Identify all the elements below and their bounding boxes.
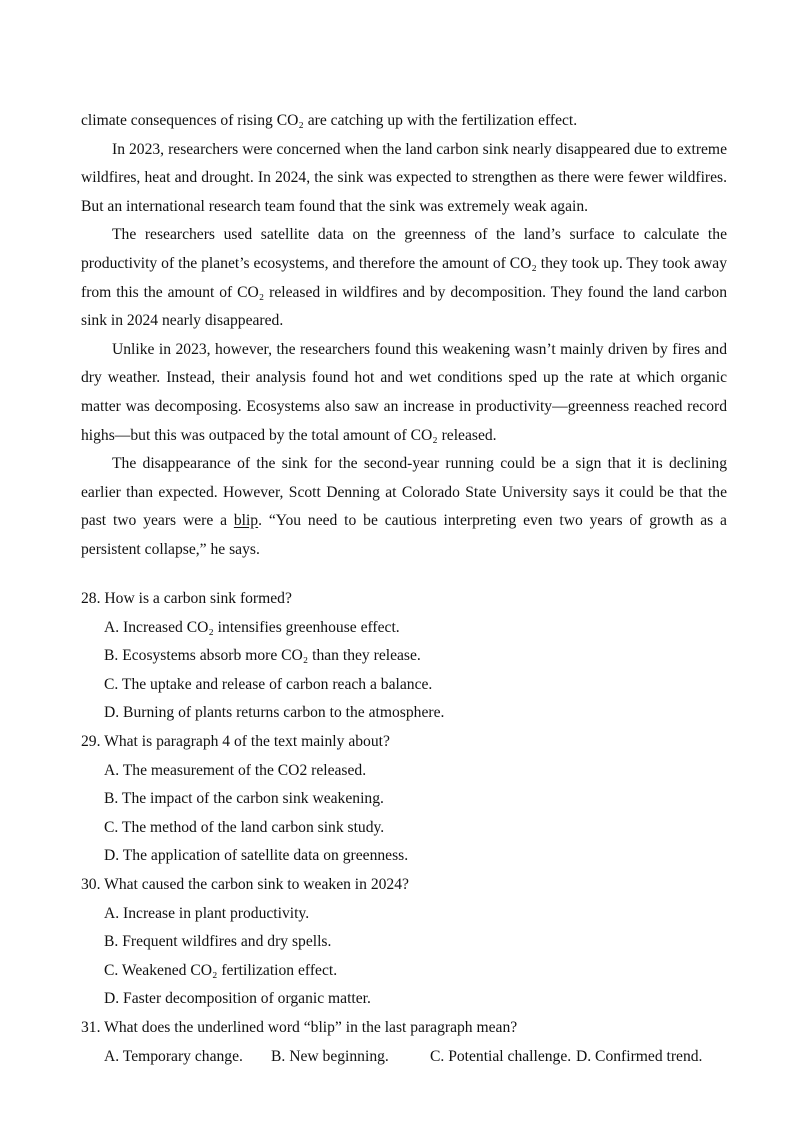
answer-option: B. Frequent wildfires and dry spells. bbox=[104, 933, 332, 951]
answer-option: D. Burning of plants returns carbon to the atmosphere. bbox=[104, 704, 445, 722]
question-stem: 30. What caused the carbon sink to weaken in 2024? bbox=[81, 875, 409, 893]
passage-paragraph: Unlike in 2023, however, the researchers found this weakening wasn’t mainly driven by fires and dry weather. Instead, their analysis found hot and wet conditions sped up the rate at which organic matter was decomposing. Ecosystems also saw an increase in productivity—greenness reached record highs—but this was outpaced by the total amount of CO₂ released. bbox=[81, 340, 727, 444]
passage-paragraph: climate consequences of rising CO₂ are catching up with the fertilization effect. bbox=[81, 112, 578, 129]
question-stem: 28. How is a carbon sink formed? bbox=[81, 590, 292, 607]
reading-passage bbox=[81, 107, 727, 565]
answer-option: C. Potential challenge. bbox=[430, 1047, 572, 1065]
answer-option: A. Temporary change. bbox=[104, 1047, 243, 1065]
answer-option: A. The measurement of the CO2 released. bbox=[104, 761, 367, 779]
answer-option: B. New beginning. bbox=[271, 1047, 389, 1065]
answer-option: C. The uptake and release of carbon reach a balance. bbox=[104, 675, 433, 693]
answer-option: B. Ecosystems absorb more CO₂ than they release. bbox=[104, 647, 421, 665]
question-list bbox=[81, 585, 731, 1071]
question-31 bbox=[81, 1014, 731, 1071]
passage-text: The disappearance of the sink for the second-year running could be a sign that it is declining earlier than expected. However, Scott Denning at Colorado State University says it could be that the past two years were a bbox=[81, 455, 727, 530]
question-stem: 29. What is paragraph 4 of the text mainly about? bbox=[81, 732, 390, 750]
answer-option: C. The method of the land carbon sink study. bbox=[104, 818, 385, 836]
answer-option: A. Increase in plant productivity. bbox=[104, 904, 310, 922]
answer-option-row bbox=[81, 1043, 731, 1072]
passage-paragraph bbox=[81, 450, 727, 564]
underlined-word-blip: blip bbox=[233, 512, 259, 530]
question-28 bbox=[81, 585, 731, 728]
answer-option: C. Weakened CO₂ fertilization effect. bbox=[104, 961, 338, 979]
question-30 bbox=[81, 871, 731, 1014]
passage-text: . “You need to be cautious interpreting even two years of growth as a persistent collapse,” he says. bbox=[81, 512, 727, 558]
passage-paragraph: The researchers used satellite data on the greenness of the land’s surface to calculate the productivity of the planet’s ecosystems, and therefore the amount of CO₂ they took up. They took away from this the amount of CO₂ released in wildfires and by decomposition. They found the land carbon sink in 2024 nearly disappeared. bbox=[81, 226, 727, 330]
answer-option: D. Faster decomposition of organic matter. bbox=[104, 990, 371, 1008]
answer-option: B. The impact of the carbon sink weakening. bbox=[104, 790, 384, 808]
passage-paragraph: In 2023, researchers were concerned when the land carbon sink nearly disappeared due to extreme wildfires, heat and drought. In 2024, the sink was expected to strengthen as there were fewer wildfires. But an international research team found that the sink was extremely weak again. bbox=[81, 140, 727, 215]
answer-option: D. Confirmed trend. bbox=[576, 1047, 703, 1065]
answer-option: D. The application of satellite data on greenness. bbox=[104, 847, 409, 865]
question-29 bbox=[81, 728, 731, 871]
answer-option: A. Increased CO₂ intensifies greenhouse effect. bbox=[104, 618, 400, 636]
question-stem: 31. What does the underlined word “blip” in the last paragraph mean? bbox=[81, 1018, 518, 1036]
